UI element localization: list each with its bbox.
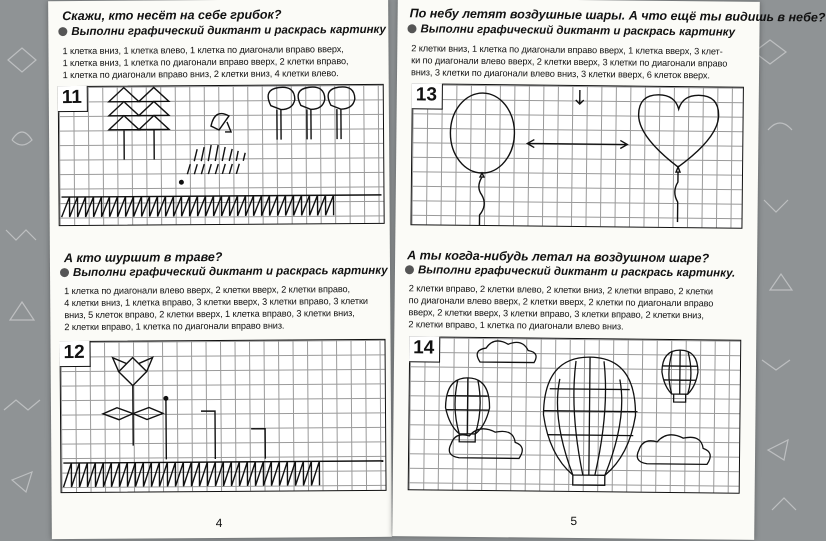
exercise-number-12: 12	[59, 341, 90, 367]
right-page	[392, 0, 826, 540]
grid-12	[59, 339, 386, 493]
section-12-instruction-text: Выполни графический диктант и раскрась картинку	[72, 264, 388, 280]
section-14-instruction-text: Выполни графический диктант и раскрась картинку.	[417, 264, 736, 280]
grid-14	[408, 336, 742, 493]
section-11-instruction	[58, 24, 386, 38]
grid-13	[410, 83, 743, 228]
page-number-right: 5	[570, 513, 578, 529]
section-14-dictation	[408, 282, 713, 333]
grid-11	[58, 84, 385, 226]
section-11-instruction-text: Выполни графический диктант и раскрась картинку	[71, 23, 386, 39]
section-11-title: Скажи, кто несёт на себе грибок?	[62, 7, 282, 24]
dictation-line: 1 клетка вниз, 1 клетка влево, 1 клетка по диагонали вправо вверх,	[62, 44, 344, 57]
dictation-line: 1 клетка по диагонали влево вверх, 2 клетки вверх, 2 клетки вправо,	[64, 284, 351, 297]
dictation-line: 2 клетки вправо, 1 клетка по диагонали влево вниз.	[408, 319, 624, 332]
section-13-dictation	[411, 42, 727, 81]
drawing-13	[411, 84, 742, 227]
bullet-icon	[405, 265, 414, 274]
left-page	[48, 0, 392, 539]
page-number-left: 4	[215, 515, 223, 531]
section-11-dictation	[62, 43, 348, 81]
dictation-line: 4 клетки вниз, 1 клетка вправо, 3 клетки вверх, 3 клетки вправо, 3 клетки	[64, 295, 368, 309]
section-14-title: А ты когда-нибудь летал на воздушном шаре?	[407, 248, 710, 266]
section-14-instruction	[405, 264, 735, 279]
dictation-line: 1 клетка вниз, 1 клетка по диагонали вправо вверх, 2 клетки вправо,	[62, 56, 349, 69]
dictation-line: вверх, 2 клетки вверх, 3 клетки вправо, 3 клетки вправо, 2 клетки вниз,	[408, 307, 704, 321]
section-12-dictation	[64, 283, 368, 333]
dictation-line: вниз, 3 клетки по диагонали влево вниз, 3 клетки вверх, 6 клеток вверх.	[410, 67, 710, 81]
dictation-line: по диагонали влево вверх, 2 клетки вверх, 2 клетки по диагонали вправо	[408, 295, 714, 309]
bullet-icon	[58, 27, 67, 36]
section-12-instruction	[60, 265, 388, 279]
dictation-line: вниз, 5 клеток вправо, 2 клетки вверх, 1 клетка вправо, 3 клетки вниз,	[64, 308, 355, 321]
section-13-title: По небу летят воздушные шары. А что ещё ты видишь в небе?	[409, 6, 826, 25]
bullet-icon	[407, 24, 416, 33]
section-13-instruction-text: Выполни графический диктант и раскрась картинку	[420, 23, 736, 39]
exercise-number-14: 14	[409, 336, 440, 362]
dictation-line: 1 клетка по диагонали вправо вниз, 2 клетки вниз, 4 клетки влево.	[62, 68, 339, 81]
drawing-11	[59, 85, 384, 225]
exercise-number-13: 13	[412, 83, 443, 109]
dictation-line: 2 клетки вправо, 2 клетки влево, 2 клетки вниз, 2 клетки вправо, 2 клетки	[408, 283, 713, 297]
exercise-number-11: 11	[58, 86, 88, 112]
bullet-icon	[60, 268, 69, 277]
dictation-line: ки по диагонали влево вверх, 2 клетки вверх, 3 клетки по диагонали вправо	[411, 55, 728, 69]
section-12-title: А кто шуршит в траве?	[63, 249, 223, 266]
dictation-line: 2 клетки вправо, 1 клетка по диагонали вправо вниз.	[64, 320, 285, 333]
drawing-14	[409, 337, 741, 492]
drawing-12	[61, 340, 386, 492]
dictation-line: 2 клетки вниз, 1 клетка по диагонали вправо вверх, 1 клетка вверх, 3 клет-	[411, 43, 723, 57]
section-13-instruction	[407, 23, 735, 38]
